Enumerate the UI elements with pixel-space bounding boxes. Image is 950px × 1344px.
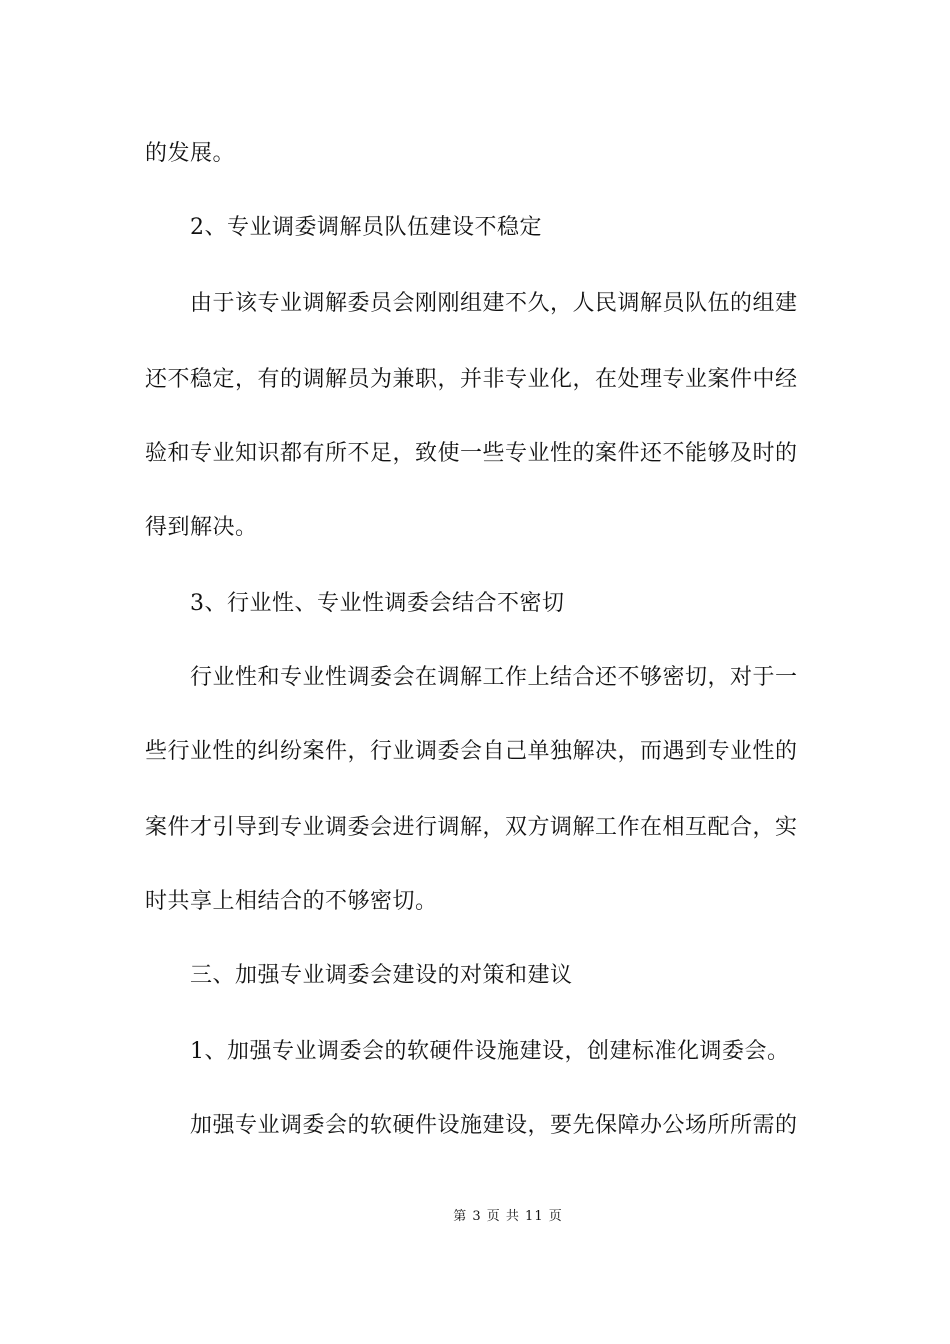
text-line: 案件才引导到专业调委会进行调解，双方调解工作在相互配合，实 xyxy=(145,815,798,840)
text-line: 加强专业调委会的软硬件设施建设，要先保障办公场所所需的 xyxy=(145,1113,798,1138)
text-line: 3、行业性、专业性调委会结合不密切 xyxy=(145,591,565,616)
text-line: 1、加强专业调委会的软硬件设施建设，创建标准化调委会。 xyxy=(145,1039,790,1064)
page-footer: 第 3 页 共 11 页 xyxy=(453,1209,563,1224)
text-line: 由于该专业调解委员会刚刚组建不久，人民调解员队伍的组建 xyxy=(145,291,798,316)
text-line: 时共享上相结合的不够密切。 xyxy=(145,889,438,914)
text-line: 些行业性的纠纷案件，行业调委会自己单独解决，而遇到专业性的 xyxy=(145,739,798,764)
text-line: 的发展。 xyxy=(145,141,236,166)
text-line: 得到解决。 xyxy=(145,515,258,540)
text-line: 三、加强专业调委会建设的对策和建议 xyxy=(145,963,573,988)
text-line: 还不稳定，有的调解员为兼职，并非专业化，在处理专业案件中经 xyxy=(145,367,798,392)
text-line: 行业性和专业性调委会在调解工作上结合还不够密切，对于一 xyxy=(145,665,798,690)
text-line: 2、专业调委调解员队伍建设不稳定 xyxy=(145,215,542,240)
text-line: 验和专业知识都有所不足，致使一些专业性的案件还不能够及时的 xyxy=(145,441,798,466)
